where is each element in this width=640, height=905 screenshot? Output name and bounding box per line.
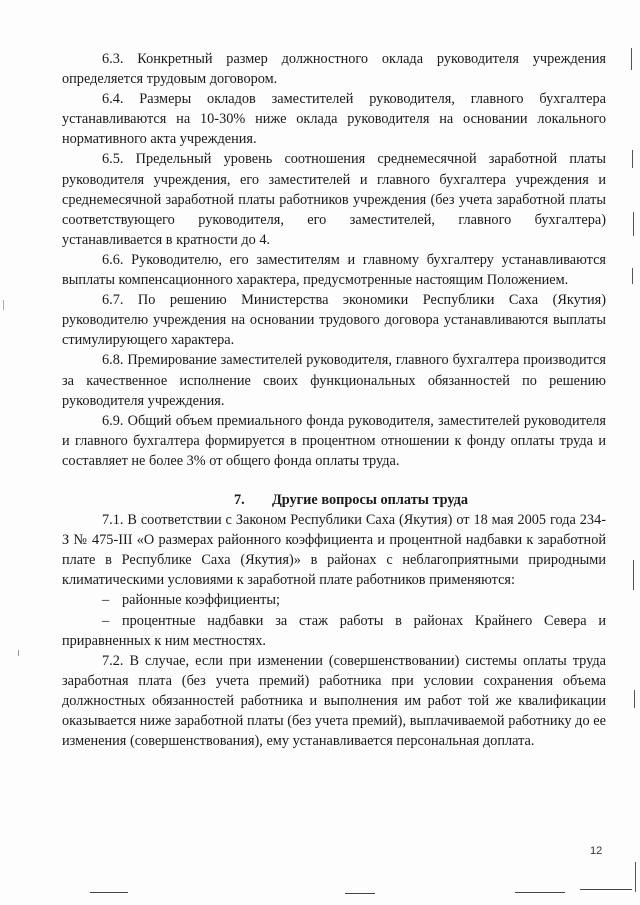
list-item-text: районные коэффициенты; — [122, 592, 280, 609]
paragraph-6-3: 6.3. Конкретный размер должностного оклада руководителя учреждения определяется трудовым договором. — [62, 51, 606, 88]
paragraph-6-4: 6.4. Размеры окладов заместителей руководителя, главного бухгалтера устанавливаются на 10-30% ниже оклада руководителя на основании локального нормативного акта учреждения. — [62, 91, 606, 148]
scan-edge-mark — [635, 862, 636, 892]
paragraph-6-6: 6.6. Руководителю, его заместителям и главному бухгалтеру устанавливаются выплаты компенсационного характера, предусмотренные настоящим Положением. — [62, 251, 606, 289]
section-7-title: Другие вопросы оплаты труда — [271, 491, 469, 508]
scan-edge-mark — [632, 268, 633, 284]
list-item-text: процентные надбавки за стаж работы в районах Крайнего Севера и приравненных к ним местностях. — [62, 612, 606, 649]
list-item — [62, 590, 606, 610]
scan-edge-mark — [632, 150, 633, 168]
list-dash: – — [102, 592, 110, 609]
paragraph-6-5: 6.5. Предельный уровень соотношения среднемесячной заработной платы руководителя учреждения, его заместителей и главного бухгалтера учреждения и среднемесячной заработной платы работников учреждения (без учета заработной платы соответствующего руководителя, его заместителей, главного бухгалтера) устанавливается в кратности до 4. — [62, 151, 606, 248]
scan-edge-mark — [3, 300, 4, 310]
paragraph-6-8: 6.8. Премирование заместителей руководителя, главного бухгалтера производится за качественное исполнение своих функциональных обязанностей по решению руководителя учреждения. — [62, 352, 606, 409]
paragraph-7-1: 7.1. В соответствии с Законом Республики Саха (Якутия) от 18 мая 2005 года 234-З № 475-III «О размерах районного коэффициента и процентной надбавки к заработной плате в Республике Саха (Якутия)» в районах с неблагоприятными природными климатическими условиями к заработной плате работников применяются: — [62, 512, 606, 589]
scan-footer-line — [515, 892, 565, 893]
paragraph-7-2: 7.2. В случае, если при изменении (совершенствовании) системы оплаты труда заработная плата (без учета премий) работника при условии сохранения объема должностных обязанностей работника и выполнения им работ той же квалификации оказывается ниже заработной платы (без учета премий), выплачиваемой работнику до ее изменения (совершенствования), ему устанавливается персональная доплата. — [62, 652, 606, 750]
scan-edge-mark — [633, 212, 634, 236]
document-body — [62, 49, 606, 751]
page-number: 12 — [590, 845, 603, 857]
section-7-heading — [62, 490, 606, 510]
scan-edge-mark — [631, 48, 632, 70]
scan-edge-mark — [18, 650, 19, 656]
list-dash: – — [102, 612, 110, 629]
scan-edge-mark — [633, 560, 634, 590]
list-item — [62, 611, 606, 651]
paragraph-6-7: 6.7. По решению Министерства экономики Республики Саха (Якутия) руководителю учреждения на основании трудового договора устанавливаются выплаты стимулирующего характера. — [62, 292, 606, 349]
paragraph-6-9: 6.9. Общий объем премиального фонда руководителя, заместителей руководителя и главного бухгалтера формируется в процентном отношении к фонду оплаты труда и составляет не более 3% от общего фонда оплаты труда. — [62, 412, 606, 469]
scan-edge-mark — [634, 690, 635, 708]
section-7-number: 7. — [233, 491, 245, 508]
scan-footer-line — [345, 893, 375, 894]
scan-footer-line — [580, 889, 632, 890]
scan-footer-line — [90, 892, 128, 893]
